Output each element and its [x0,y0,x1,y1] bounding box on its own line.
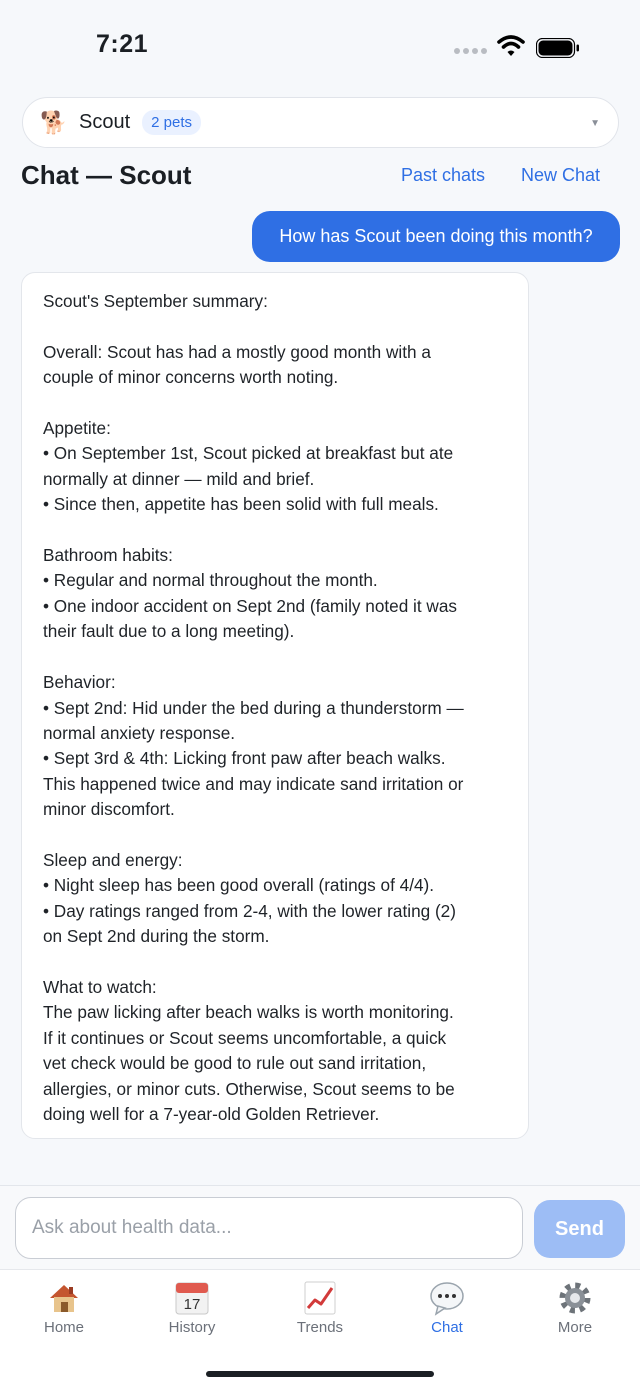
calendar-icon [174,1280,210,1316]
chat-bubble-icon [429,1280,465,1316]
dog-icon: 🐕 [40,109,68,135]
user-message-bubble [252,211,620,262]
gear-icon [557,1280,593,1316]
status-time: 7:21 [96,30,149,58]
assistant-message-text: Scout's September summary: Overall: Scout has had a mostly good month with a couple of minor concerns worth noting. Appetite: • On September 1st, Scout picked at breakfast but ate normally at dinner — mild and brief. • Since then, appetite has been solid with full meals. Bathroom habits: • Regular and normal throughout the month. • One indoor accident on Sept 2nd (family noted it was their fault due to a long meeting). Behavior: • Sept 2nd: Hid under the bed during a thunderstorm — normal anxiety response. • Sept 3rd & 4th: Licking front paw after beach walks. This happened twice and may indicate sand irritation or minor discomfort. Sleep and energy: • Night sleep has been good overall (ratings of 4/4). • Day ratings ranged from 2-4, with the lower rating (2) on Sept 2nd during the storm. What to watch: The paw licking after beach walks is worth monitoring. If it continues or Scout seems uncomfortable, a quick vet check would be good to rule out sand irritation, allergies, or minor cuts. Otherwise, Scout seems to be doing well for a 7-year-old Golden Retriever. [43,291,464,1124]
chevron-down-icon: ▼ [590,118,600,129]
tab-home[interactable] [14,1280,114,1336]
tab-history-label: History [168,1319,216,1336]
cellular-signal-icon [454,48,487,54]
pet-name: Scout [79,111,131,133]
pet-selector[interactable] [22,97,619,148]
tab-history[interactable] [142,1280,242,1336]
tab-chat[interactable] [397,1280,497,1336]
send-button[interactable]: Send [534,1200,625,1258]
message-composer [0,1185,640,1269]
tab-chat-label: Chat [431,1319,463,1336]
tab-home-label: Home [43,1319,84,1336]
page-title: Chat — Scout [21,160,192,190]
wifi-icon [497,34,525,58]
pet-count-badge: 2 pets [142,110,201,135]
tab-more-label: More [557,1319,593,1336]
home-icon [46,1280,82,1316]
past-chats-link[interactable]: Past chats [401,165,486,185]
message-input[interactable] [15,1197,523,1259]
home-indicator [206,1371,434,1377]
status-bar [0,0,640,90]
tab-more[interactable] [525,1280,625,1336]
tab-trends[interactable] [270,1280,370,1336]
trends-chart-icon [302,1280,338,1316]
battery-icon [536,38,580,58]
new-chat-link[interactable]: New Chat [521,165,601,185]
user-message-text: How has Scout been doing this month? [279,226,593,246]
calendar-day-number: 17 [183,1296,201,1313]
tab-trends-label: Trends [296,1319,344,1336]
assistant-message-bubble [21,272,529,1139]
